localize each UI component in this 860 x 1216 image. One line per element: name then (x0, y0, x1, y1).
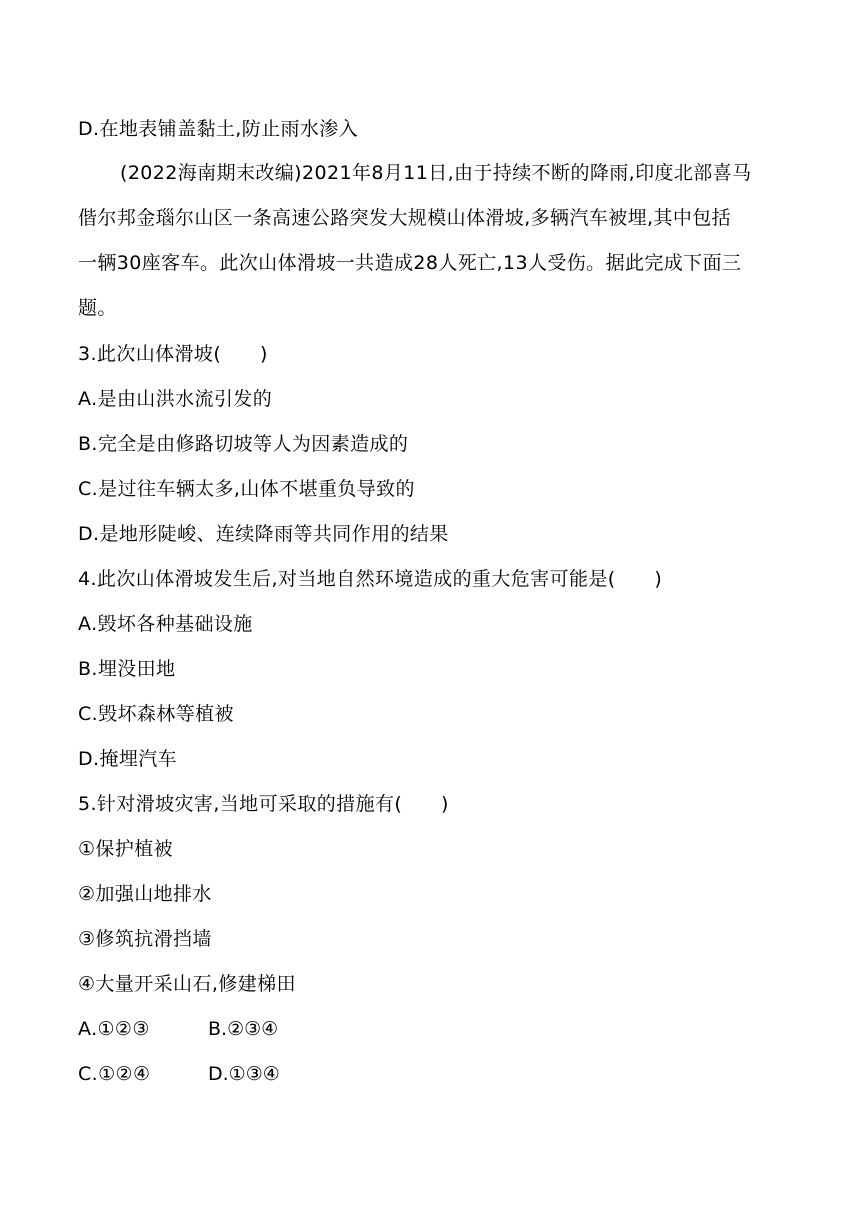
question-5-item-2: ②加强山地排水 (78, 883, 212, 905)
passage-line-4: 题。 (78, 297, 117, 319)
question-3-option-c: C.是过往车辆太多,山体不堪重负导致的 (78, 478, 415, 500)
question-4-stem: 4.此次山体滑坡发生后,对当地自然环境造成的重大危害可能是( ) (78, 568, 663, 590)
passage-line-2: 偕尔邦金瑙尔山区一条高速公路突发大规模山体滑坡,多辆汽车被埋,其中包括 (78, 207, 732, 229)
question-5-option-c: C.①②④ (78, 1063, 151, 1085)
question-4-option-b: B.埋没田地 (78, 658, 176, 680)
question-4-option-a: A.毁坏各种基础设施 (78, 613, 253, 635)
passage-line-1: (2022海南期末改编)2021年8月11日,由于持续不断的降雨,印度北部喜马 (120, 162, 752, 184)
question-3-option-d: D.是地形陡峻、连续降雨等共同作用的结果 (78, 523, 449, 545)
passage-line-3: 一辆30座客车。此次山体滑坡一共造成28人死亡,13人受伤。据此完成下面三 (78, 252, 742, 274)
question-5-option-a: A.①②③ (78, 1018, 150, 1040)
question-5-item-1: ①保护植被 (78, 838, 174, 860)
question-4-option-d: D.掩埋汽车 (78, 748, 178, 770)
question-3-stem: 3.此次山体滑坡( ) (78, 343, 268, 365)
question-5-option-d: D.①③④ (208, 1063, 280, 1085)
question-3-option-b: B.完全是由修路切坡等人为因素造成的 (78, 433, 409, 455)
question-5-stem: 5.针对滑坡灾害,当地可采取的措施有( ) (78, 793, 449, 815)
question-5-option-b: B.②③④ (208, 1018, 279, 1040)
question-4-option-c: C.毁坏森林等植被 (78, 703, 234, 725)
question-3-option-a: A.是由山洪水流引发的 (78, 388, 273, 410)
question-5-item-3: ③修筑抗滑挡墙 (78, 928, 212, 950)
question-5-item-4: ④大量开采山石,修建梯田 (78, 973, 296, 995)
prev-question-option-d: D.在地表铺盖黏土,防止雨水渗入 (78, 118, 359, 140)
